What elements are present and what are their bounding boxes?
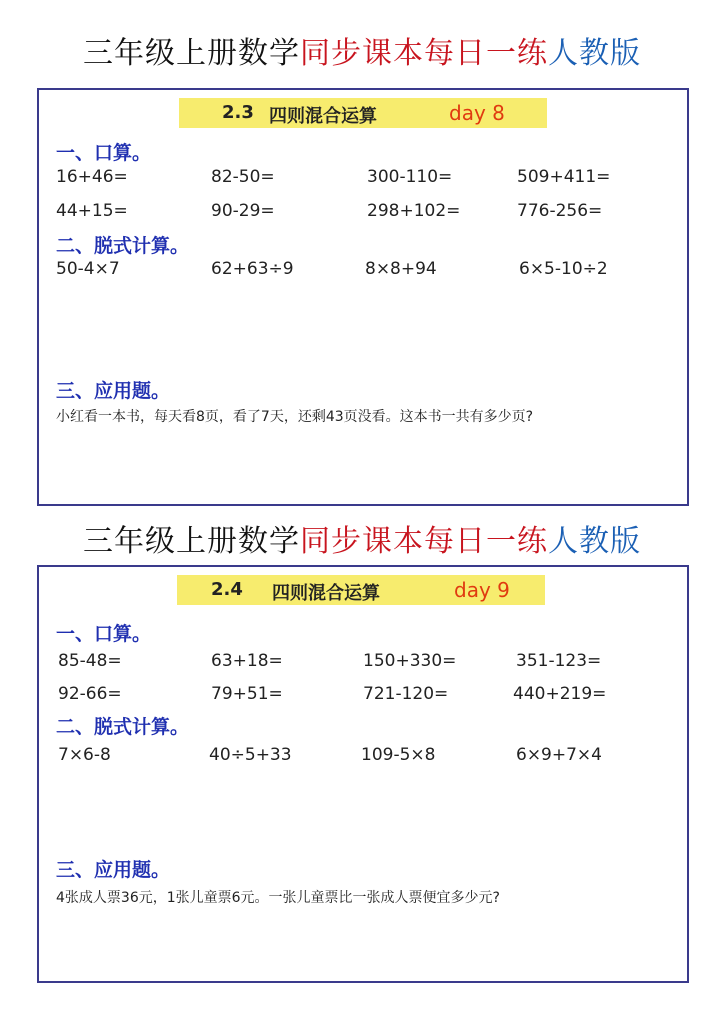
worksheet-card: [37, 565, 689, 983]
title-grade-subject: 三年级上册数学: [83, 524, 300, 559]
oral-heading: 一、口算。: [56, 623, 152, 645]
oral-problem: 44+15=: [56, 201, 128, 221]
stepwise-problem: 40÷5+33: [209, 745, 292, 765]
stepwise-problem: 8×8+94: [365, 259, 437, 279]
title-grade-subject: 三年级上册数学: [83, 36, 300, 71]
title-daily-practice: 同步课本每日一练: [300, 524, 548, 559]
oral-problem: 150+330=: [363, 651, 457, 671]
stepwise-problem: 6×5-10÷2: [519, 259, 608, 279]
lesson-topic: 四则混合运算: [269, 106, 377, 127]
oral-problem: 776-256=: [517, 201, 603, 221]
stepwise-problem: 7×6-8: [58, 745, 111, 765]
oral-problem: 92-66=: [58, 684, 122, 704]
word-problem: 小红看一本书，每天看8页，看了7天，还剩43页没看。这本书一共有多少页?: [56, 409, 534, 425]
oral-problem: 79+51=: [211, 684, 283, 704]
lesson-number: 2.3: [222, 102, 254, 123]
lesson-topic: 四则混合运算: [272, 583, 380, 604]
oral-heading: 一、口算。: [56, 142, 152, 164]
day-label: day 9: [454, 578, 510, 602]
applied-heading: 三、应用题。: [56, 859, 171, 881]
oral-problem: 300-110=: [367, 167, 453, 187]
oral-problem: 82-50=: [211, 167, 275, 187]
title-daily-practice: 同步课本每日一练: [300, 36, 548, 71]
stepwise-problem: 6×9+7×4: [516, 745, 602, 765]
stepwise-heading: 二、脱式计算。: [56, 235, 190, 257]
stepwise-heading: 二、脱式计算。: [56, 716, 190, 738]
word-problem: 4张成人票36元，1张儿童票6元。一张儿童票比一张成人票便宜多少元?: [56, 890, 500, 906]
day-label: day 8: [449, 101, 505, 125]
oral-problem: 90-29=: [211, 201, 275, 221]
worksheet-title: [0, 28, 724, 72]
oral-problem: 440+219=: [513, 684, 607, 704]
applied-heading: 三、应用题。: [56, 380, 171, 402]
stepwise-problem: 62+63÷9: [211, 259, 294, 279]
oral-problem: 351-123=: [516, 651, 602, 671]
oral-problem: 509+411=: [517, 167, 611, 187]
worksheet-card: [37, 88, 689, 506]
stepwise-problem: 50-4×7: [56, 259, 120, 279]
title-edition: 人教版: [548, 524, 641, 559]
worksheet-title: [0, 516, 724, 560]
oral-problem: 16+46=: [56, 167, 128, 187]
stepwise-problem: 109-5×8: [361, 745, 436, 765]
oral-problem: 298+102=: [367, 201, 461, 221]
oral-problem: 85-48=: [58, 651, 122, 671]
oral-problem: 721-120=: [363, 684, 449, 704]
lesson-number: 2.4: [211, 579, 243, 600]
lesson-banner: [177, 575, 545, 605]
lesson-banner: [179, 98, 547, 128]
oral-problem: 63+18=: [211, 651, 283, 671]
title-edition: 人教版: [548, 36, 641, 71]
